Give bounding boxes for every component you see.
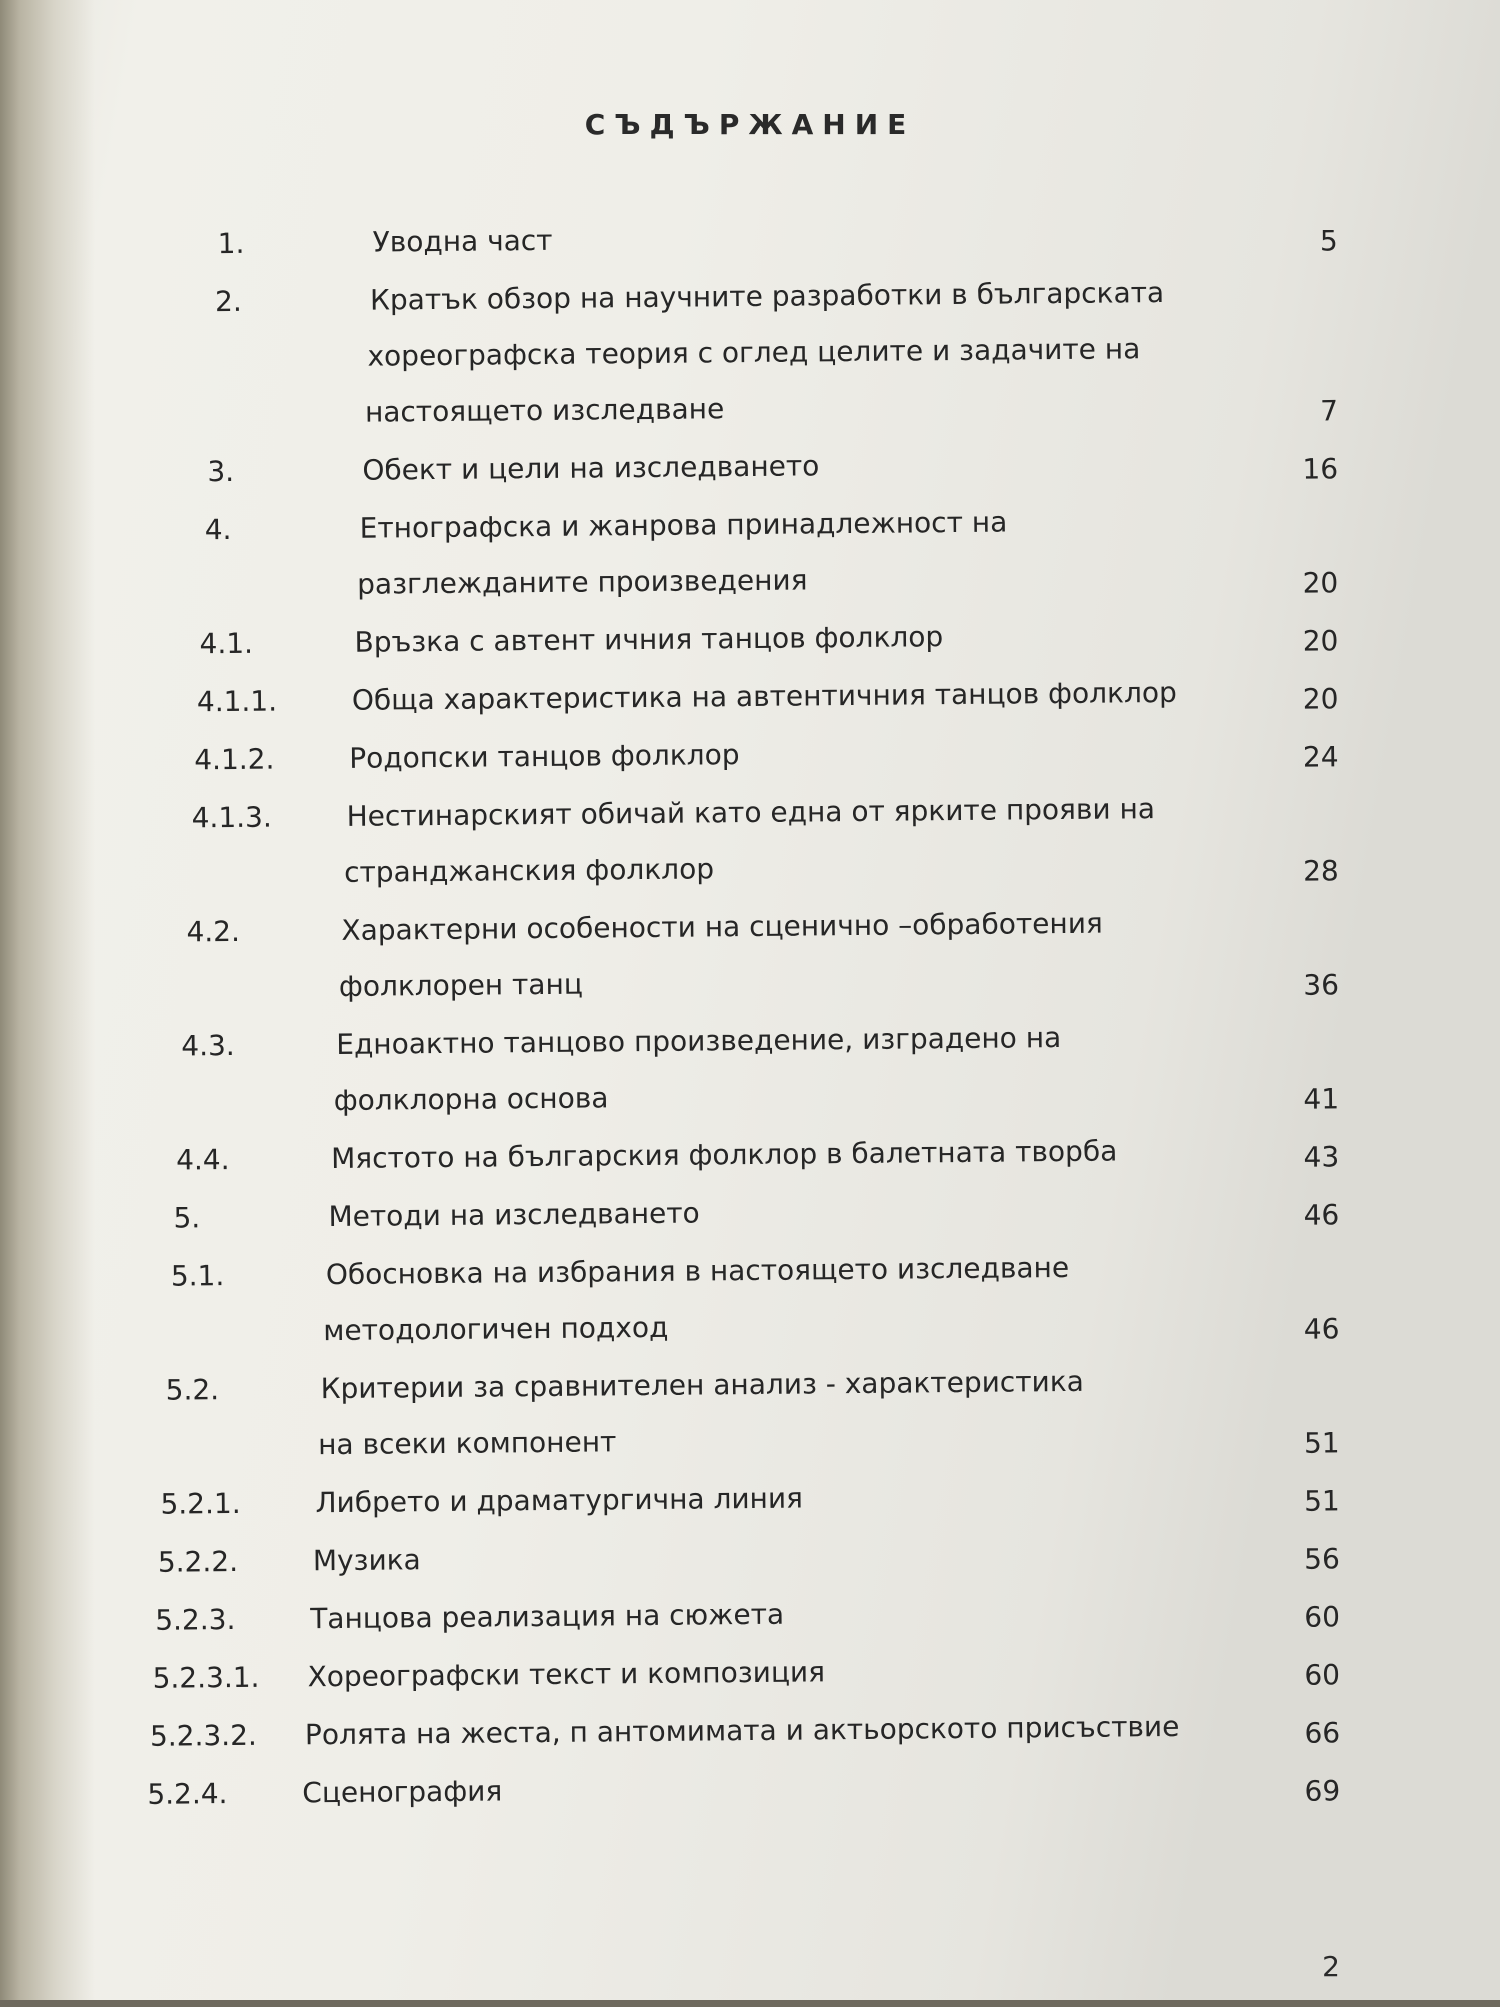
toc-entry-number: 4.1.2. (194, 742, 275, 777)
toc-entry-number: 4.2. (186, 914, 241, 949)
toc-entry-page: 24 (1302, 740, 1339, 774)
toc-entry-title: на всеки компонент (317, 1425, 617, 1462)
toc-entry-number: 5.2. (165, 1373, 220, 1407)
toc-entry-page: 28 (1302, 854, 1339, 888)
toc-entry-title: методологичен подход (323, 1310, 669, 1348)
toc-entry-title: Кратък обзор на научните разработки в българската (369, 275, 1165, 317)
toc-entry-page: 20 (1302, 682, 1339, 716)
toc-entry-title: фолклорна основа (333, 1081, 609, 1117)
toc-entry-number: 5.2.3.2. (149, 1718, 257, 1753)
toc-entry-title: Връзка с автент ичния танцов фолклор (354, 620, 944, 659)
toc-entry-page: 46 (1303, 1312, 1340, 1346)
toc-entry-title: Ролята на жеста, п антомимата и актьорското присъствие (304, 1709, 1180, 1752)
toc-entry-number: 1. (217, 226, 245, 261)
toc-entry-title: Музика (312, 1543, 421, 1578)
toc-entry-number: 5.2.1. (160, 1486, 241, 1521)
toc-entry-number: 5. (173, 1201, 201, 1235)
toc-entry-page: 16 (1302, 452, 1339, 486)
toc-entry-title: фолклорен танц (338, 967, 584, 1003)
toc-entry-title: Обект и цели на изследването (362, 449, 820, 487)
toc-entry-page: 41 (1303, 1082, 1340, 1116)
toc-entry-number: 5.2.3.1. (152, 1660, 260, 1695)
toc-entry-page: 7 (1320, 394, 1339, 428)
toc-entry-title: Характерни особености на сценично –обработения (341, 906, 1103, 947)
toc-entry-number: 4.1. (199, 626, 254, 661)
toc-entry-page: 20 (1302, 566, 1339, 600)
toc-entry-title: Хореографски текст и композиция (307, 1655, 826, 1694)
toc-entry-page: 46 (1303, 1198, 1340, 1232)
toc-entry-number: 5.2.2. (157, 1544, 239, 1579)
toc-entry-title: разглежданите произведения (357, 563, 808, 601)
toc-entry-number: 5.2.4. (147, 1777, 228, 1811)
toc-entry-title: Критерии за сравнителен анализ - характеристика (320, 1364, 1084, 1406)
toc-entry-title: хореографска теория с оглед целите и задачите на (367, 332, 1141, 373)
toc-entry-page: 56 (1304, 1542, 1341, 1576)
toc-entry-page: 20 (1302, 624, 1339, 658)
toc-entry-page: 60 (1304, 1658, 1341, 1692)
toc-entry-title: Обосновка на избрания в настоящето изследване (325, 1250, 1070, 1292)
toc-entry-title: Едноактно танцово произведение, изградено на (336, 1021, 1062, 1061)
toc-entry-number: 2. (214, 284, 242, 319)
toc-entry-title: Танцова реализация на сюжета (310, 1597, 785, 1636)
toc-entry-title: Родопски танцов фолклор (349, 738, 740, 775)
toc-entry-title: Сценография (302, 1774, 503, 1810)
toc-entry-title: Нестинарският обичай като една от ярките прояви на (346, 792, 1156, 833)
toc-entry-title: Уводна част (372, 223, 553, 259)
toc-entry-number: 5.2.3. (155, 1602, 236, 1637)
toc-entry-page: 60 (1304, 1600, 1341, 1634)
toc-entry-page: 43 (1303, 1140, 1340, 1174)
toc-entry-title: Обща характеристика на автентичния танцов фолклор (351, 675, 1177, 717)
toc-entry-title: Методи на изследването (328, 1196, 700, 1234)
toc-entry-page: 36 (1303, 968, 1340, 1002)
toc-entry-title: Либрето и драматургична линия (315, 1481, 804, 1520)
toc-entry-page: 69 (1304, 1774, 1341, 1808)
toc-entry-title: Етнографска и жанрова принадлежност на (359, 505, 1008, 545)
toc-entry-number: 4. (204, 512, 232, 547)
page-number: 2 (1322, 1950, 1340, 1983)
toc-entry-title: странджанския фолклор (343, 852, 715, 889)
toc-entry-title: настоящето изследване (364, 392, 725, 429)
toc-entry-number: 3. (207, 454, 235, 489)
toc-heading: СЪДЪРЖАНИЕ (584, 108, 916, 141)
toc-entry-page: 5 (1319, 224, 1338, 258)
toc-entry-page: 51 (1303, 1484, 1340, 1518)
toc-entry-number: 4.4. (175, 1143, 230, 1177)
toc-entry-number: 4.3. (181, 1028, 235, 1063)
toc-entry-title: Мястото на българския фолклор в балетната творба (330, 1134, 1118, 1176)
toc-entry-number: 5.1. (170, 1259, 225, 1293)
toc-entry-number: 4.1.3. (191, 800, 272, 835)
toc-entry-page: 66 (1304, 1716, 1341, 1750)
toc-entry-page: 51 (1303, 1426, 1340, 1460)
toc-entry-number: 4.1.1. (196, 684, 278, 719)
